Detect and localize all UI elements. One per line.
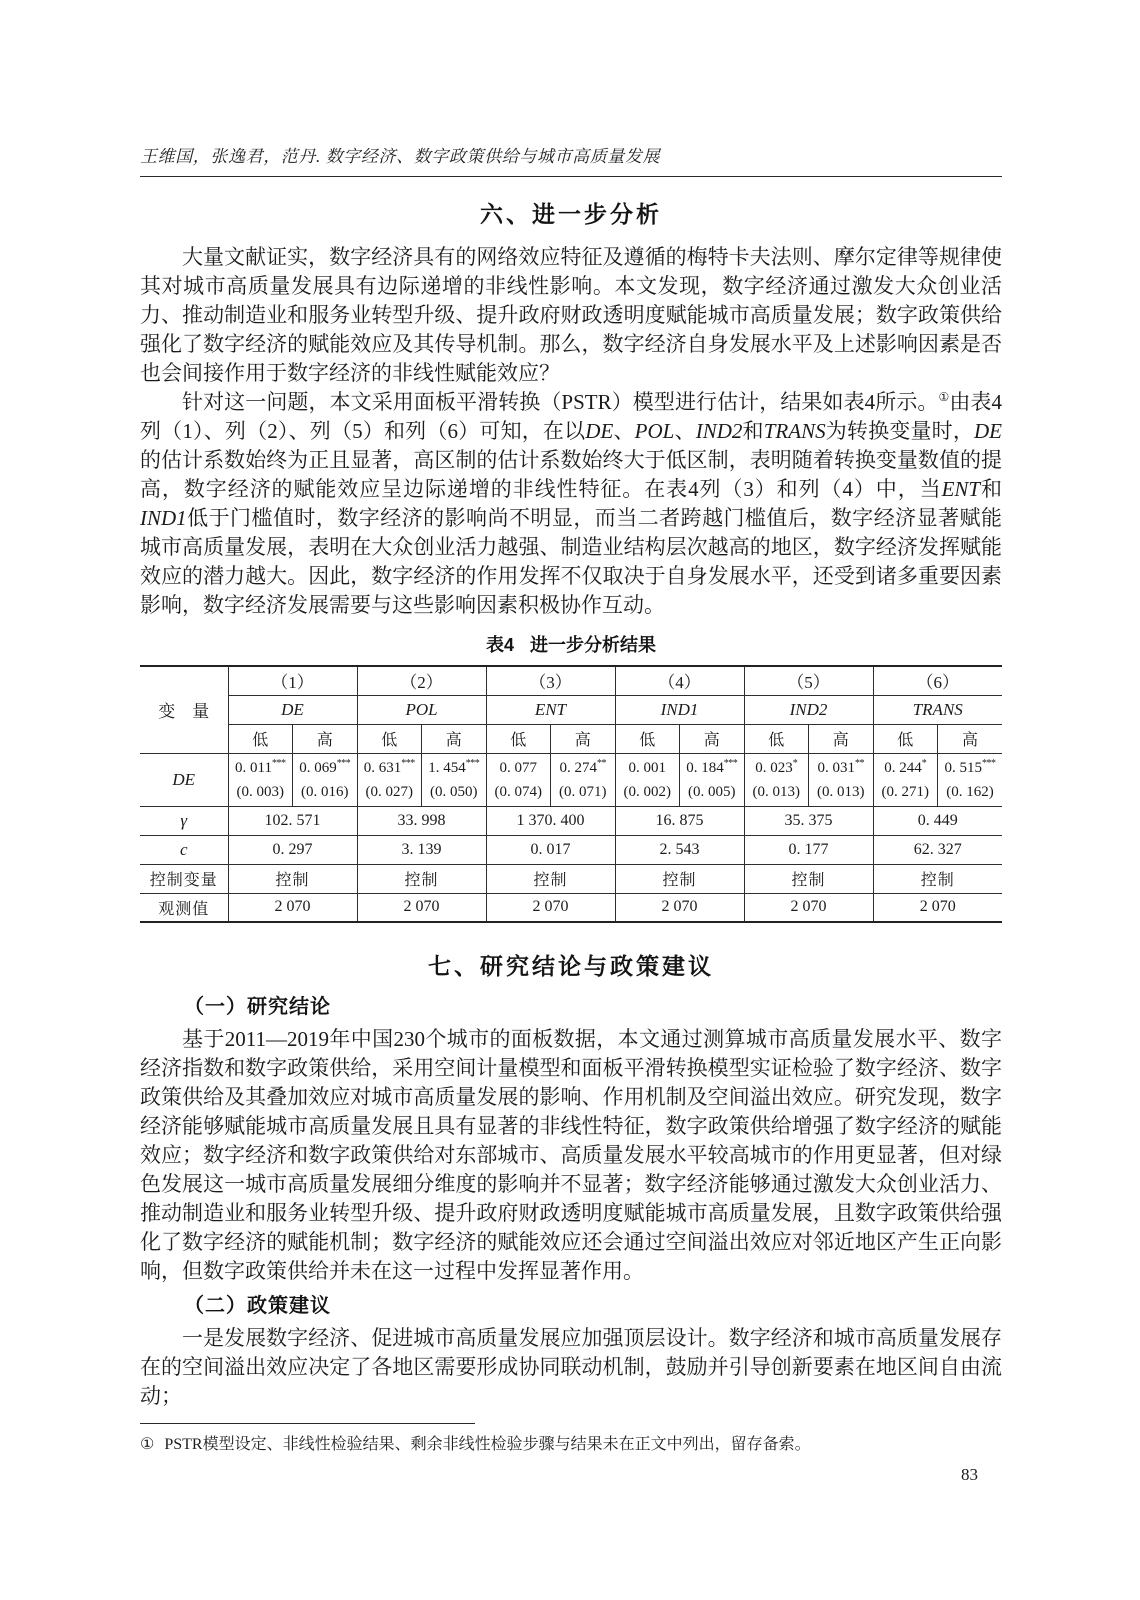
regime-high: 高 [809, 724, 874, 753]
transition-var-6: TRANS [873, 695, 1002, 724]
row-label-controls: 控制变量 [140, 864, 228, 893]
c-value-1: 0. 297 [228, 835, 357, 864]
coef-value: 0. 515*** [944, 757, 996, 776]
de-cell-6 [551, 753, 616, 806]
row-label-gamma: γ [140, 806, 228, 835]
de-cell-1 [228, 753, 293, 806]
std-error: (0. 071) [559, 783, 607, 800]
regime-high: 高 [680, 724, 745, 753]
coef-value: 0. 184*** [686, 757, 738, 776]
coef-value: 0. 011*** [235, 757, 286, 776]
std-error: (0. 002) [623, 783, 671, 800]
footnote-block [140, 1423, 1002, 1456]
footnote-divider [140, 1423, 475, 1424]
obs-value-2: 2 070 [357, 893, 486, 922]
paragraph-conclusion: 基于2011—2019年中国230个城市的面板数据，本文通过测算城市高质量发展水平、数字经济指数和数字政策供给，采用空间计量模型和面板平滑转换模型实证检验了数字经济、数字政策供给及其叠加效应对城市高质量发展的影响、作用机制及空间溢出效应。研究发现，数字经济能够赋能城市高质量发展且具有显著的非线性特征，数字政策供给增强了数字经济的赋能效应；数字经济和数字政策供给对东部城市、高质量发展水平较高城市的作用更显著，但对绿色发展这一城市高质量发展细分维度的影响并不显著；数字经济能够通过激发大众创业活力、推动制造业和服务业转型升级、提升政府财政透明度赋能城市高质量发展，且数字政策供给强化了数字经济的赋能机制；数字经济的赋能效应还会通过空间溢出效应对邻近地区产生正向影响，但数字政策供给并未在这一过程中发挥显著作用。 [140, 1027, 1002, 1283]
gamma-value-6: 0. 449 [873, 806, 1002, 835]
de-cell-3 [357, 753, 422, 806]
std-error: (0. 013) [817, 783, 865, 800]
controls-value-1: 控制 [228, 864, 357, 893]
regime-low: 低 [228, 724, 293, 753]
std-error: (0. 271) [881, 783, 929, 800]
colnum-3: （3） [486, 666, 615, 695]
coef-value: 1. 454*** [428, 757, 480, 776]
de-cell-8 [680, 753, 745, 806]
coef-value: 0. 631*** [363, 757, 415, 776]
std-error: (0. 027) [365, 783, 413, 800]
coef-value: 0. 023* [755, 757, 798, 776]
regime-low: 低 [357, 724, 422, 753]
colnum-1: （1） [228, 666, 357, 695]
regime-low: 低 [615, 724, 680, 753]
table-caption-text: 进一步分析结果 [530, 635, 656, 655]
paragraph-policy: 一是发展数字经济、促进城市高质量发展应加强顶层设计。数字经济和城市高质量发展存在的空间溢出效应决定了各地区需要形成协同联动机制，鼓励并引导创新要素在地区间自由流动； [140, 1326, 1002, 1408]
de-cell-10 [809, 753, 874, 806]
footnote-marker: ① [140, 1436, 155, 1453]
significance-stars: *** [723, 757, 738, 769]
corner-cell: 变 量 [140, 666, 228, 753]
std-error: (0. 162) [946, 783, 994, 800]
c-value-6: 62. 327 [873, 835, 1002, 864]
obs-value-4: 2 070 [615, 893, 744, 922]
obs-value-6: 2 070 [873, 893, 1002, 922]
colnum-4: （4） [615, 666, 744, 695]
obs-value-1: 2 070 [228, 893, 357, 922]
colnum-6: （6） [873, 666, 1002, 695]
paragraph-analysis-2: 针对这一问题，本文采用面板平滑转换（PSTR）模型进行估计，结果如表4所示。①由表4列（1）、列（2）、列（5）和列（6）可知，在以DE、POL、IND2和TRANS为转换变量时，DE的估计系数始终为正且显著，高区制的估计系数始终大于低区制，表明随着转换变量数值的提高，数字经济的赋能效应呈边际递增的非线性特征。在表4列（3）和列（4）中，当ENT和IND1低于门槛值时，数字经济的影响尚不明显，而当二者跨越门槛值后，数字经济显著赋能城市高质量发展，表明在大众创业活力越强、制造业结构层次越高的地区，数字经济发挥赋能效应的潜力越大。因此，数字经济的作用发挥不仅取决于自身发展水平，还受到诸多重要因素影响，数字经济发展需要与这些影响因素积极协作互动。 [140, 390, 1003, 617]
coef-value: 0. 077 [499, 759, 537, 776]
obs-value-5: 2 070 [744, 893, 873, 922]
significance-stars: *** [336, 757, 351, 769]
std-error: (0. 003) [236, 783, 284, 800]
significance-stars: * [792, 757, 798, 769]
obs-value-3: 2 070 [486, 893, 615, 922]
de-cell-7 [615, 753, 680, 806]
significance-stars: *** [271, 757, 286, 769]
significance-stars: * [921, 757, 927, 769]
row-label-observations: 观测值 [140, 893, 228, 922]
section-heading-6: 六、进一步分析 [480, 201, 662, 227]
subsection-heading-conclusion: （一）研究结论 [184, 996, 331, 1018]
de-cell-5 [486, 753, 551, 806]
gamma-value-3: 1 370. 400 [486, 806, 615, 835]
table-caption [140, 632, 1002, 658]
table-row-observations [140, 893, 1002, 922]
significance-stars: ** [855, 757, 864, 769]
transition-var-2: POL [357, 695, 486, 724]
std-error: (0. 050) [430, 783, 478, 800]
c-value-5: 0. 177 [744, 835, 873, 864]
coef-value: 0. 274** [559, 757, 606, 776]
significance-stars: *** [982, 757, 996, 769]
regime-low: 低 [744, 724, 809, 753]
de-cell-11 [873, 753, 938, 806]
table-caption-label: 表4 [485, 635, 514, 655]
controls-value-6: 控制 [873, 864, 1002, 893]
regime-high: 高 [422, 724, 487, 753]
gamma-value-2: 33. 998 [357, 806, 486, 835]
page-number: 83 [961, 1465, 978, 1484]
de-cell-2 [293, 753, 358, 806]
c-value-2: 3. 139 [357, 835, 486, 864]
transition-var-5: IND2 [744, 695, 873, 724]
significance-stars: ** [597, 757, 606, 769]
running-header: 王维国，张逸君，范丹. 数字经济、数字政策供给与城市高质量发展 [140, 142, 1002, 177]
table-row-gamma [140, 806, 1002, 835]
regime-high: 高 [551, 724, 616, 753]
paragraph-analysis-1: 大量文献证实，数字经济具有的网络效应特征及遵循的梅特卡夫法则、摩尔定律等规律使其对城市高质量发展具有边际递增的非线性影响。本文发现，数字经济通过激发大众创业活力、推动制造业和服务业转型升级、提升政府财政透明度赋能城市高质量发展；数字政策供给强化了数字经济的赋能效应及其传导机制。那么，数字经济自身发展水平及上述影响因素是否也会间接作用于数字经济的非线性赋能效应？ [140, 245, 1002, 385]
coef-value: 0. 069*** [299, 757, 351, 776]
table-row-controls [140, 864, 1002, 893]
controls-value-2: 控制 [357, 864, 486, 893]
footnote-content: PSTR模型设定、非线性检验结果、剩余非线性检验步骤与结果未在正文中列出，留存备索。 [164, 1436, 811, 1453]
footnote-text [140, 1433, 1002, 1456]
table-row-de [140, 753, 1002, 806]
colnum-2: （2） [357, 666, 486, 695]
regime-low: 低 [486, 724, 551, 753]
regime-high: 高 [938, 724, 1003, 753]
c-value-4: 2. 543 [615, 835, 744, 864]
transition-var-1: DE [228, 695, 357, 724]
row-label-c: c [140, 835, 228, 864]
coef-value: 0. 244* [884, 757, 927, 776]
transition-var-4: IND1 [615, 695, 744, 724]
significance-stars: *** [465, 757, 480, 769]
gamma-value-4: 16. 875 [615, 806, 744, 835]
gamma-value-5: 35. 375 [744, 806, 873, 835]
controls-value-4: 控制 [615, 864, 744, 893]
page-content [140, 0, 1002, 1485]
section-heading-7: 七、研究结论与政策建议 [428, 953, 714, 979]
results-table [140, 665, 1002, 923]
subsection-heading-policy: （二）政策建议 [184, 1295, 331, 1317]
transition-var-3: ENT [486, 695, 615, 724]
row-label-de: DE [140, 753, 228, 806]
colnum-5: （5） [744, 666, 873, 695]
table-row-variables [140, 695, 1002, 724]
controls-value-3: 控制 [486, 864, 615, 893]
std-error: (0. 016) [301, 783, 349, 800]
de-cell-9 [744, 753, 809, 806]
gamma-value-1: 102. 571 [228, 806, 357, 835]
significance-stars: *** [401, 757, 415, 769]
regime-high: 高 [293, 724, 358, 753]
coef-value: 0. 031** [817, 757, 864, 776]
de-cell-4 [422, 753, 487, 806]
regime-low: 低 [873, 724, 938, 753]
table-row-regimes [140, 724, 1002, 753]
controls-value-5: 控制 [744, 864, 873, 893]
std-error: (0. 074) [494, 783, 542, 800]
de-cell-12 [938, 753, 1003, 806]
table-row-c [140, 835, 1002, 864]
c-value-3: 0. 017 [486, 835, 615, 864]
std-error: (0. 013) [752, 783, 800, 800]
coef-value: 0. 001 [628, 759, 666, 776]
std-error: (0. 005) [688, 783, 736, 800]
table-row-colnums [140, 666, 1002, 695]
